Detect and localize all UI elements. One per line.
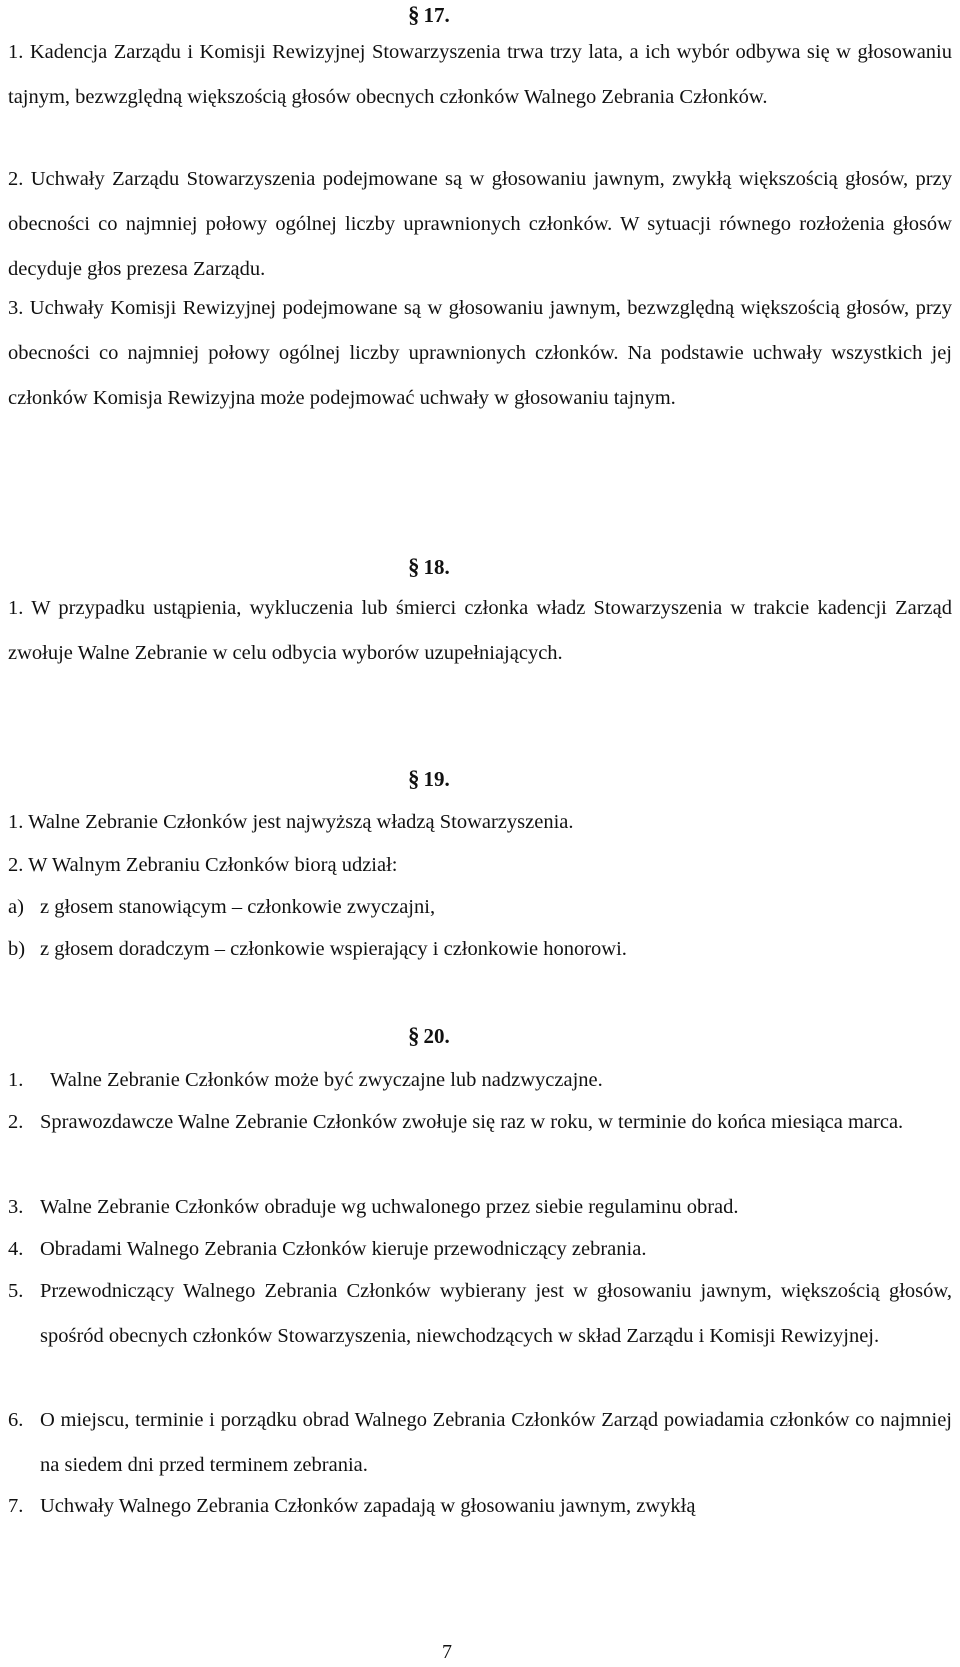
page-number: 7	[442, 1641, 452, 1663]
section-20-item-7	[8, 1484, 952, 1529]
list-item-text: z głosem stanowiącym – członkowie zwyczajni,	[40, 896, 436, 918]
section-symbol: §	[408, 1023, 420, 1048]
section-20-item-5	[8, 1269, 952, 1359]
section-20-item-4	[8, 1227, 952, 1272]
section-18-paragraph-1: 1. W przypadku ustąpienia, wykluczenia lub śmierci członka władz Stowarzyszenia w trakcie kadencji Zarząd zwołuje Walne Zebranie w celu odbycia wyborów uzupełniających.	[8, 597, 952, 664]
section-20-item-3	[8, 1185, 952, 1230]
list-marker: 3.	[8, 1196, 24, 1218]
section-17-paragraph-2: 2. Uchwały Zarządu Stowarzyszenia podejmowane są w głosowaniu jawnym, zwykłą większością głosów, przy obecności co najmniej połowy ogólnej liczby uprawnionych członków. W sytuacji równego rozłożenia głosów decyduje głos prezesa Zarządu.	[8, 168, 952, 280]
section-19-item-b	[8, 927, 952, 972]
list-item-text: z głosem doradczym – członkowie wspierający i członkowie honorowi.	[40, 938, 627, 960]
list-marker: 4.	[8, 1238, 24, 1260]
list-item-text: Przewodniczący Walnego Zebrania Członków wybierany jest w głosowaniu jawnym, większością głosów, spośród obecnych członków Stowarzyszenia, niewchodzących w skład Zarządu i Komisji Rewizyjnej.	[40, 1280, 952, 1347]
list-item-text: Walne Zebranie Członków obraduje wg uchwalonego przez siebie regulaminu obrad.	[40, 1196, 739, 1218]
section-20-heading	[408, 1024, 450, 1047]
list-item-text: Walne Zebranie Członków może być zwyczajne lub nadzwyczajne.	[50, 1069, 603, 1091]
list-marker: 1.	[8, 1069, 24, 1091]
section-number: 19.	[423, 767, 450, 791]
section-19-paragraph-2: 2. W Walnym Zebraniu Członków biorą udział:	[8, 854, 398, 876]
list-item-text: Uchwały Walnego Zebrania Członków zapadają w głosowaniu jawnym, zwykłą	[40, 1495, 696, 1517]
section-symbol: §	[408, 554, 420, 579]
list-item-text: O miejscu, terminie i porządku obrad Walnego Zebrania Członków Zarząd powiadamia członków co najmniej na siedem dni przed terminem zebrania.	[40, 1409, 952, 1476]
section-18-heading	[408, 555, 450, 578]
section-20-item-2	[8, 1100, 952, 1145]
section-symbol: §	[408, 766, 420, 791]
section-19-item-a	[8, 885, 952, 930]
list-marker: 2.	[8, 1111, 24, 1133]
list-marker: a)	[8, 896, 24, 918]
section-19-heading	[408, 767, 450, 790]
section-17-paragraph-3: 3. Uchwały Komisji Rewizyjnej podejmowane są w głosowaniu jawnym, bezwzględną większością głosów, przy obecności co najmniej połowy ogólnej liczby uprawnionych członków. Na podstawie uchwały wszystkich jej członków Komisja Rewizyjna może podejmować uchwały w głosowaniu tajnym.	[8, 297, 952, 409]
section-17-paragraph-1: 1. Kadencja Zarządu i Komisji Rewizyjnej Stowarzyszenia trwa trzy lata, a ich wybór odbywa się w głosowaniu tajnym, bezwzględną większością głosów obecnych członków Walnego Zebrania Członków.	[8, 41, 952, 108]
section-20-item-6	[8, 1398, 952, 1488]
section-19-paragraph-1: 1. Walne Zebranie Członków jest najwyższą władzą Stowarzyszenia.	[8, 811, 574, 833]
section-20-item-1	[8, 1058, 952, 1103]
list-item-text: Sprawozdawcze Walne Zebranie Członków zwołuje się raz w roku, w terminie do końca miesiąca marca.	[40, 1111, 904, 1133]
section-number: 18.	[423, 555, 450, 579]
section-symbol: §	[408, 2, 420, 27]
section-number: 20.	[423, 1024, 450, 1048]
section-17-heading	[408, 3, 450, 26]
list-marker: b)	[8, 938, 26, 960]
list-marker: 7.	[8, 1495, 24, 1517]
list-marker: 6.	[8, 1409, 24, 1431]
list-item-text: Obradami Walnego Zebrania Członków kieruje przewodniczący zebrania.	[40, 1238, 647, 1260]
list-marker: 5.	[8, 1280, 24, 1302]
section-number: 17.	[423, 3, 450, 27]
